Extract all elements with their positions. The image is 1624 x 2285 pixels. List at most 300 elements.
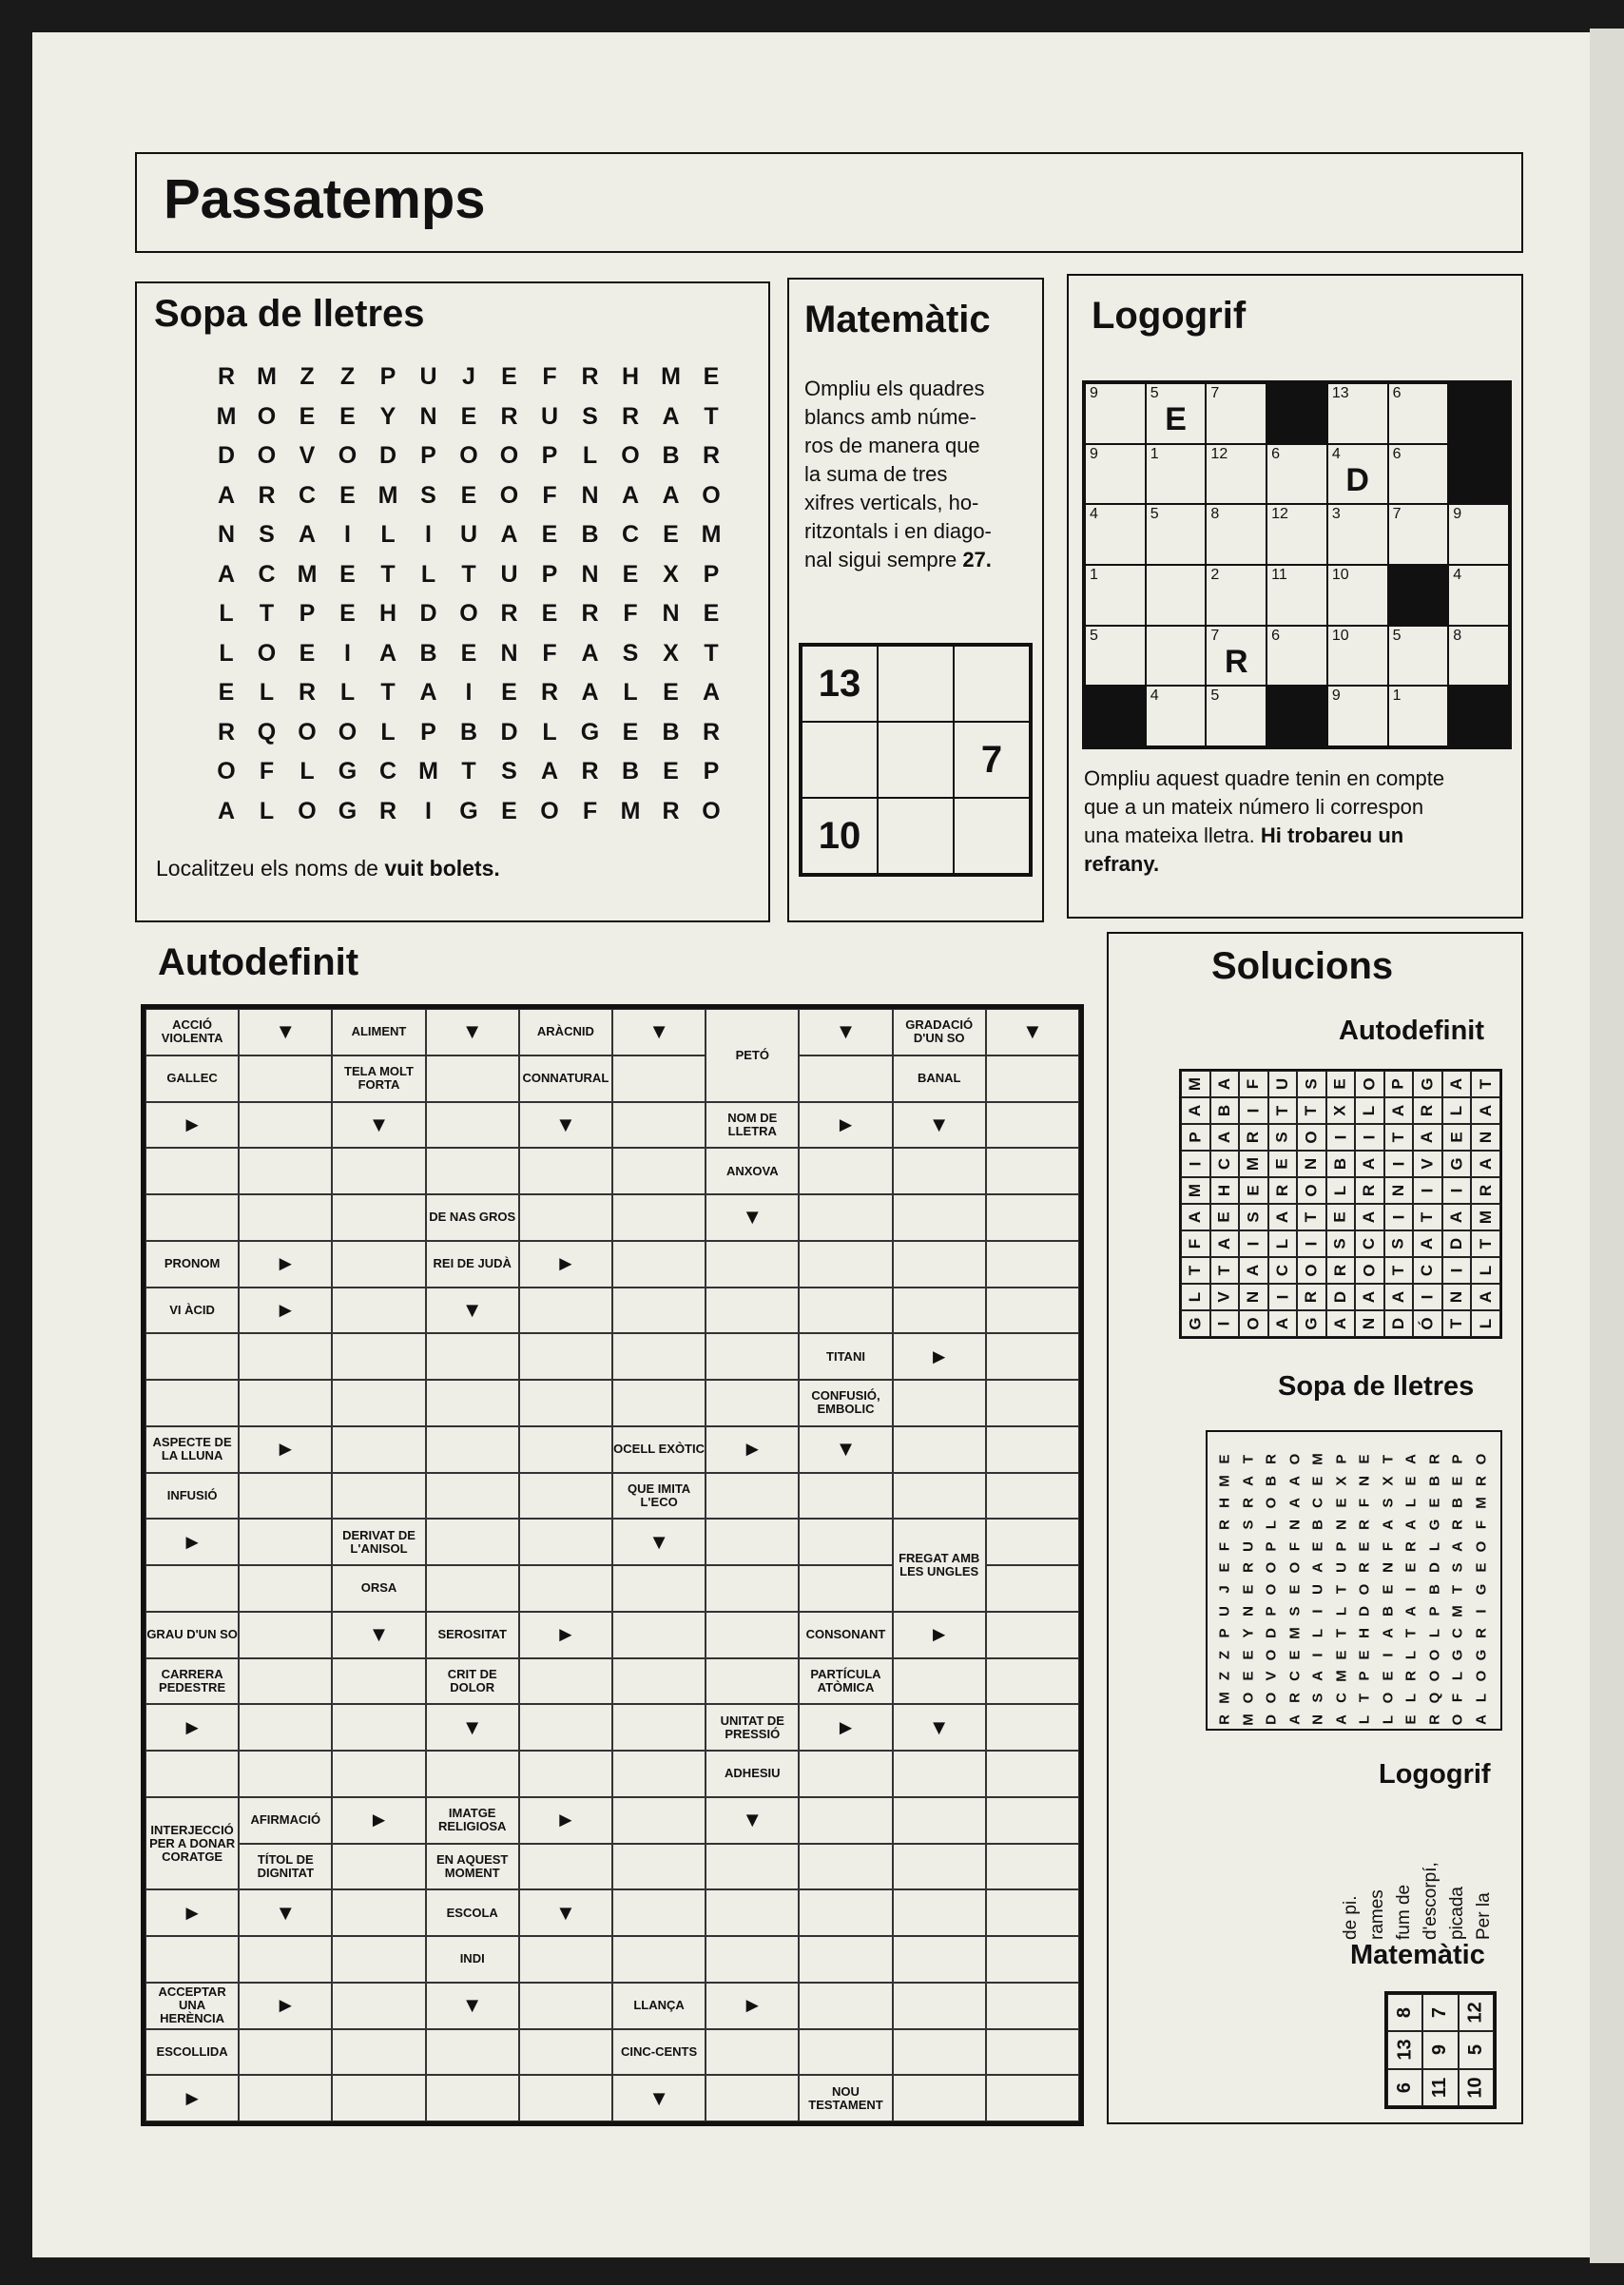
autodefinit-answer-cell[interactable] — [239, 2075, 332, 2121]
solution-sopa-letter: E — [1356, 1541, 1373, 1552]
solution-sopa-letter: A — [1402, 1454, 1420, 1465]
autodefinit-answer-cell[interactable] — [986, 1380, 1079, 1426]
word-search-letter: M — [377, 481, 398, 509]
solution-matematic-value: 6 — [1394, 2082, 1416, 2093]
autodefinit-clue: TELA MOLT FORTA — [332, 1055, 425, 1102]
solucions-title: Solucions — [1211, 945, 1394, 987]
solution-autodefinit-letter: O — [1302, 1264, 1321, 1277]
autodefinit-answer-cell[interactable] — [706, 1844, 799, 1890]
autodefinit-answer-cell[interactable] — [145, 1148, 239, 1194]
logogrif-cell[interactable] — [1266, 626, 1327, 687]
autodefinit-answer-cell[interactable] — [426, 1102, 519, 1149]
autodefinit-answer-cell[interactable] — [986, 1102, 1079, 1149]
solution-autodefinit-letter: O — [1302, 1184, 1321, 1197]
autodefinit-answer-cell[interactable] — [519, 1844, 612, 1890]
autodefinit-answer-cell[interactable] — [612, 1936, 706, 1983]
autodefinit-answer-cell[interactable] — [239, 1473, 332, 1520]
arrow-down-icon — [332, 1612, 425, 1658]
word-search-letter: A — [419, 679, 437, 706]
logogrif-cell[interactable] — [1085, 504, 1146, 565]
autodefinit-answer-cell[interactable] — [799, 1241, 892, 1288]
autodefinit-answer-cell[interactable] — [519, 1658, 612, 1705]
autodefinit-answer-cell[interactable] — [612, 1797, 706, 1844]
autodefinit-answer-cell[interactable] — [612, 1148, 706, 1194]
autodefinit-answer-cell[interactable] — [612, 1333, 706, 1380]
autodefinit-answer-cell[interactable] — [145, 1751, 239, 1797]
word-search-letter: A — [378, 639, 397, 667]
logogrif-cell[interactable] — [1448, 565, 1509, 626]
autodefinit-answer-cell[interactable] — [519, 1148, 612, 1194]
autodefinit-answer-cell[interactable] — [519, 1983, 612, 2029]
autodefinit-answer-cell[interactable] — [612, 1102, 706, 1149]
logogrif-text-line: que a un mateix número li correspon — [1084, 795, 1424, 819]
autodefinit-answer-cell[interactable] — [426, 2029, 519, 2076]
autodefinit-answer-cell[interactable] — [519, 1333, 612, 1380]
solution-sopa-letter: R — [1356, 1519, 1373, 1530]
logogrif-cell[interactable] — [1146, 504, 1207, 565]
arrow-down-icon — [706, 1194, 799, 1241]
autodefinit-answer-cell[interactable] — [893, 1936, 986, 1983]
autodefinit-answer-cell[interactable] — [612, 1288, 706, 1334]
word-search-letter: F — [259, 758, 275, 784]
magic-square-cell[interactable] — [802, 722, 878, 798]
autodefinit-answer-cell[interactable] — [799, 1148, 892, 1194]
word-search-letter: S — [420, 481, 436, 509]
solution-autodefinit-letter: A — [1476, 1104, 1495, 1117]
logogrif-cell-number: 1 — [1090, 567, 1098, 583]
autodefinit-answer-cell[interactable] — [332, 1704, 425, 1751]
solution-sopa-letter: E — [1333, 1650, 1349, 1660]
autodefinit-answer-cell[interactable] — [706, 1565, 799, 1612]
autodefinit-answer-cell[interactable] — [799, 1844, 892, 1890]
logogrif-cell[interactable] — [1085, 444, 1146, 505]
arrow-right-glyph: ► — [555, 1622, 576, 1647]
autodefinit-answer-cell[interactable] — [332, 1241, 425, 1288]
autodefinit-answer-cell[interactable] — [799, 1983, 892, 2029]
autodefinit-answer-cell[interactable] — [612, 1241, 706, 1288]
autodefinit-answer-cell[interactable] — [893, 1148, 986, 1194]
autodefinit-answer-cell[interactable] — [332, 1194, 425, 1241]
logogrif-cell[interactable] — [1266, 504, 1327, 565]
solution-autodefinit-letter: O — [1302, 1131, 1321, 1144]
logogrif-cell[interactable] — [1327, 383, 1388, 444]
autodefinit-answer-cell[interactable] — [986, 1936, 1079, 1983]
autodefinit-answer-cell[interactable] — [519, 2029, 612, 2076]
autodefinit-answer-cell[interactable] — [986, 1055, 1079, 1102]
autodefinit-answer-cell[interactable] — [239, 1333, 332, 1380]
autodefinit-answer-cell[interactable] — [799, 1055, 892, 1102]
logogrif-cell-number: 5 — [1210, 687, 1220, 705]
autodefinit-answer-cell[interactable] — [332, 2029, 425, 2076]
logogrif-cell-number: 6 — [1392, 385, 1402, 401]
logogrif-cell[interactable] — [1388, 504, 1449, 565]
logogrif-cell[interactable] — [1206, 565, 1266, 626]
autodefinit-answer-cell[interactable] — [893, 1241, 986, 1288]
logogrif-cell[interactable] — [1146, 383, 1207, 444]
word-search-letter: F — [542, 363, 557, 390]
word-search-letter: R — [298, 679, 317, 706]
logogrif-cell[interactable] — [1206, 504, 1266, 565]
logogrif-cell[interactable] — [1448, 626, 1509, 687]
arrow-down-glyph: ▼ — [368, 1112, 390, 1136]
autodefinit-clue: GALLEC — [145, 1055, 239, 1102]
word-search-letter: M — [297, 560, 318, 588]
autodefinit-answer-cell[interactable] — [986, 1426, 1079, 1473]
solution-autodefinit-cell — [1181, 1284, 1210, 1310]
autodefinit-answer-cell[interactable] — [986, 1889, 1079, 1936]
autodefinit-answer-cell[interactable] — [332, 1983, 425, 2029]
autodefinit-answer-cell[interactable] — [986, 1983, 1079, 2029]
solution-autodefinit-cell — [1442, 1097, 1472, 1124]
autodefinit-answer-cell[interactable] — [706, 1333, 799, 1380]
logogrif-cell-number: 8 — [1210, 506, 1220, 523]
word-search-letter: A — [217, 560, 236, 588]
autodefinit-answer-cell[interactable] — [893, 1288, 986, 1334]
solution-autodefinit-letter: I — [1360, 1134, 1379, 1140]
solution-autodefinit-cell — [1384, 1310, 1414, 1337]
logogrif-cell[interactable] — [1085, 383, 1146, 444]
word-search-letter: J — [462, 363, 475, 390]
autodefinit-answer-cell[interactable] — [799, 1751, 892, 1797]
autodefinit-answer-cell[interactable] — [239, 1194, 332, 1241]
autodefinit-answer-cell[interactable] — [239, 1936, 332, 1983]
logogrif-cell[interactable] — [1388, 383, 1449, 444]
solution-matematic-value: 13 — [1394, 2039, 1416, 2062]
autodefinit-answer-cell[interactable] — [332, 1889, 425, 1936]
autodefinit-answer-cell[interactable] — [519, 1288, 612, 1334]
sol-logogrif-line: de pi. — [1341, 1895, 1361, 1940]
autodefinit-answer-cell[interactable] — [519, 1194, 612, 1241]
arrow-down-glyph: ▼ — [742, 1205, 764, 1230]
autodefinit-answer-cell[interactable] — [426, 2075, 519, 2121]
autodefinit-answer-cell[interactable] — [612, 1380, 706, 1426]
word-search-letter: Q — [257, 718, 277, 746]
arrow-down-glyph: ▼ — [928, 1112, 950, 1136]
autodefinit-answer-cell[interactable] — [893, 1844, 986, 1890]
autodefinit-answer-cell[interactable] — [986, 1704, 1079, 1751]
autodefinit-answer-cell[interactable] — [706, 2029, 799, 2076]
logogrif-cell[interactable] — [1266, 444, 1327, 505]
autodefinit-answer-cell[interactable] — [706, 2075, 799, 2121]
solution-autodefinit-letter: I — [1244, 1241, 1263, 1247]
logogrif-cell[interactable] — [1448, 504, 1509, 565]
autodefinit-answer-cell[interactable] — [426, 1473, 519, 1520]
autodefinit-answer-cell[interactable] — [239, 1751, 332, 1797]
autodefinit-answer-cell[interactable] — [332, 1148, 425, 1194]
word-search-letter: C — [621, 521, 640, 548]
autodefinit-answer-cell[interactable] — [893, 1797, 986, 1844]
autodefinit-answer-cell[interactable] — [426, 1148, 519, 1194]
logogrif-cell-number: 13 — [1331, 385, 1349, 401]
word-search-letter: I — [425, 521, 432, 548]
autodefinit-answer-cell[interactable] — [612, 1565, 706, 1612]
autodefinit-answer-cell[interactable] — [426, 1751, 519, 1797]
word-search-letter: A — [217, 481, 236, 509]
word-search-letter: A — [702, 679, 721, 706]
autodefinit-answer-cell[interactable] — [986, 1148, 1079, 1194]
solution-sopa-letter: Y — [1240, 1628, 1256, 1638]
logogrif-cell-number: 9 — [1331, 687, 1341, 705]
autodefinit-answer-cell[interactable] — [332, 1473, 425, 1520]
autodefinit-answer-cell[interactable] — [426, 1380, 519, 1426]
autodefinit-answer-cell[interactable] — [239, 1565, 332, 1612]
autodefinit-answer-cell[interactable] — [519, 1380, 612, 1426]
autodefinit-answer-cell[interactable] — [426, 1565, 519, 1612]
word-search-letter: U — [540, 402, 559, 430]
solution-autodefinit-letter: A — [1476, 1290, 1495, 1304]
word-search-row — [207, 719, 730, 759]
logogrif-cell[interactable] — [1206, 444, 1266, 505]
autodefinit-answer-cell[interactable] — [332, 1426, 425, 1473]
autodefinit-answer-cell[interactable] — [519, 1473, 612, 1520]
solution-sopa-letter: T — [1240, 1455, 1256, 1464]
autodefinit-answer-cell[interactable] — [239, 1055, 332, 1102]
solution-autodefinit-letter: A — [1447, 1077, 1466, 1091]
autodefinit-answer-cell[interactable] — [332, 1936, 425, 1983]
autodefinit-answer-cell[interactable] — [612, 1844, 706, 1890]
solution-autodefinit-letter: H — [1214, 1184, 1233, 1197]
arrow-down-glyph: ▼ — [275, 1900, 297, 1925]
autodefinit-answer-cell[interactable] — [519, 2075, 612, 2121]
word-search-letter: O — [257, 402, 277, 430]
logogrif-cell[interactable] — [1388, 626, 1449, 687]
word-search-letter: R — [581, 758, 599, 784]
solution-sopa-letter: O — [1473, 1540, 1489, 1552]
autodefinit-answer-cell[interactable] — [332, 1380, 425, 1426]
solution-autodefinit-cell — [1471, 1257, 1500, 1284]
magic-square-cell[interactable] — [954, 798, 1030, 874]
sol-logogrif-line: fum de — [1394, 1884, 1414, 1940]
autodefinit-answer-cell[interactable] — [893, 1380, 986, 1426]
solution-sopa-letter: B — [1426, 1584, 1442, 1596]
logogrif-cell[interactable] — [1327, 626, 1388, 687]
autodefinit-answer-cell[interactable] — [893, 2075, 986, 2121]
autodefinit-answer-cell[interactable] — [332, 1333, 425, 1380]
arrow-right-glyph: ► — [182, 2085, 203, 2110]
autodefinit-answer-cell[interactable] — [612, 1704, 706, 1751]
solution-autodefinit-letter: D — [1330, 1290, 1349, 1304]
solution-autodefinit-letter: L — [1360, 1105, 1379, 1116]
autodefinit-answer-cell[interactable] — [799, 1936, 892, 1983]
autodefinit-answer-cell[interactable] — [893, 1889, 986, 1936]
solution-autodefinit-cell — [1210, 1151, 1240, 1177]
autodefinit-answer-cell[interactable] — [986, 1241, 1079, 1288]
magic-square-cell[interactable] — [954, 646, 1030, 722]
autodefinit-answer-cell[interactable] — [332, 1751, 425, 1797]
solution-sopa-letter: E — [1402, 1714, 1420, 1725]
autodefinit-answer-cell[interactable] — [986, 1473, 1079, 1520]
autodefinit-answer-cell[interactable] — [145, 1936, 239, 1983]
autodefinit-answer-cell[interactable] — [332, 2075, 425, 2121]
autodefinit-answer-cell[interactable] — [893, 1473, 986, 1520]
autodefinit-answer-cell[interactable] — [519, 1519, 612, 1565]
autodefinit-answer-cell[interactable] — [239, 1102, 332, 1149]
solution-sopa-letter: O — [1380, 1692, 1396, 1704]
autodefinit-answer-cell[interactable] — [893, 2029, 986, 2076]
solution-autodefinit-letter: S — [1302, 1078, 1321, 1090]
autodefinit-answer-cell[interactable] — [519, 1704, 612, 1751]
logogrif-cell[interactable] — [1388, 686, 1449, 746]
autodefinit-grid — [141, 1004, 1084, 2126]
logogrif-cell-letter: D — [1345, 461, 1369, 498]
word-search-letter: P — [541, 560, 558, 588]
logogrif-cell[interactable] — [1327, 444, 1388, 505]
solution-matematic-value: 7 — [1429, 2007, 1451, 2019]
autodefinit-answer-cell[interactable] — [239, 1704, 332, 1751]
logogrif-cell-number: 7 — [1210, 385, 1220, 401]
autodefinit-answer-cell[interactable] — [893, 1426, 986, 1473]
solution-sopa-letter: O — [1286, 1562, 1303, 1574]
solution-autodefinit-cell — [1181, 1177, 1210, 1204]
autodefinit-answer-cell[interactable] — [519, 1565, 612, 1612]
autodefinit-answer-cell[interactable] — [986, 1565, 1079, 1612]
autodefinit-answer-cell[interactable] — [893, 1983, 986, 2029]
logogrif-cell[interactable] — [1327, 504, 1388, 565]
solution-autodefinit-letter: N — [1389, 1184, 1408, 1197]
logogrif-cell[interactable] — [1085, 565, 1146, 626]
autodefinit-answer-cell[interactable] — [799, 1565, 892, 1612]
solution-autodefinit-cell — [1181, 1071, 1210, 1097]
solution-sopa-letter: R — [1240, 1562, 1256, 1574]
autodefinit-answer-cell[interactable] — [799, 1889, 892, 1936]
logogrif-cell[interactable] — [1146, 686, 1207, 746]
autodefinit-answer-cell[interactable] — [145, 1194, 239, 1241]
autodefinit-answer-cell[interactable] — [706, 1380, 799, 1426]
autodefinit-answer-cell[interactable] — [893, 1751, 986, 1797]
arrow-right-glyph: ► — [182, 1900, 203, 1925]
autodefinit-answer-cell[interactable] — [986, 1288, 1079, 1334]
autodefinit-answer-cell[interactable] — [706, 1658, 799, 1705]
autodefinit-answer-cell[interactable] — [239, 1612, 332, 1658]
autodefinit-answer-cell[interactable] — [706, 1889, 799, 1936]
autodefinit-answer-cell[interactable] — [612, 1194, 706, 1241]
solution-sopa-letter: D — [1263, 1627, 1280, 1638]
autodefinit-answer-cell[interactable] — [239, 1658, 332, 1705]
autodefinit-answer-cell[interactable] — [239, 1148, 332, 1194]
arrow-right-icon — [145, 2075, 239, 2121]
word-search-letter: L — [259, 679, 275, 706]
magic-square-cell[interactable] — [878, 798, 954, 874]
logogrif-cell[interactable] — [1206, 383, 1266, 444]
autodefinit-answer-cell[interactable] — [519, 1936, 612, 1983]
autodefinit-answer-cell[interactable] — [612, 1658, 706, 1705]
solution-autodefinit-letter: V — [1214, 1291, 1233, 1303]
solution-sopa-letter: C — [1449, 1627, 1466, 1638]
autodefinit-answer-cell[interactable] — [706, 1288, 799, 1334]
autodefinit-answer-cell[interactable] — [426, 1055, 519, 1102]
logogrif-cell[interactable] — [1206, 626, 1266, 687]
autodefinit-answer-cell[interactable] — [986, 1844, 1079, 1890]
logogrif-cell[interactable] — [1085, 626, 1146, 687]
autodefinit-answer-cell[interactable] — [799, 1194, 892, 1241]
autodefinit-answer-cell[interactable] — [799, 1288, 892, 1334]
logogrif-cell[interactable] — [1327, 686, 1388, 746]
solution-autodefinit-letter: O — [1360, 1264, 1379, 1277]
magic-square-cell[interactable] — [878, 646, 954, 722]
autodefinit-title: Autodefinit — [158, 941, 359, 983]
autodefinit-answer-cell[interactable] — [986, 1751, 1079, 1797]
arrow-right-icon — [145, 1889, 239, 1936]
autodefinit-answer-cell[interactable] — [986, 2075, 1079, 2121]
autodefinit-answer-cell[interactable] — [612, 1055, 706, 1102]
autodefinit-answer-cell[interactable] — [706, 1519, 799, 1565]
autodefinit-answer-cell[interactable] — [986, 1612, 1079, 1658]
logogrif-cell[interactable] — [1206, 686, 1266, 746]
autodefinit-answer-cell[interactable] — [426, 1333, 519, 1380]
autodefinit-answer-cell[interactable] — [145, 1380, 239, 1426]
autodefinit-answer-cell[interactable] — [332, 1288, 425, 1334]
autodefinit-answer-cell[interactable] — [426, 1519, 519, 1565]
autodefinit-answer-cell[interactable] — [986, 1519, 1079, 1565]
autodefinit-answer-cell[interactable] — [239, 1380, 332, 1426]
logogrif-cell[interactable] — [1327, 565, 1388, 626]
solution-sopa-letter: L — [1309, 1628, 1326, 1637]
solution-sopa-letter: R — [1356, 1562, 1373, 1574]
autodefinit-answer-cell[interactable] — [799, 2029, 892, 2076]
autodefinit-answer-cell[interactable] — [145, 1565, 239, 1612]
autodefinit-answer-cell[interactable] — [986, 1333, 1079, 1380]
autodefinit-answer-cell[interactable] — [893, 1194, 986, 1241]
autodefinit-answer-cell[interactable] — [706, 1473, 799, 1520]
autodefinit-answer-cell[interactable] — [519, 1426, 612, 1473]
autodefinit-answer-cell[interactable] — [332, 1844, 425, 1890]
autodefinit-answer-cell[interactable] — [332, 1658, 425, 1705]
solution-autodefinit-letter: B — [1214, 1104, 1233, 1117]
solution-autodefinit-letter: I — [1302, 1241, 1321, 1247]
word-search-letter: T — [259, 600, 275, 627]
logogrif-cell[interactable] — [1146, 626, 1207, 687]
autodefinit-answer-cell[interactable] — [519, 1751, 612, 1797]
solution-autodefinit-letter: I — [1244, 1108, 1263, 1113]
solution-autodefinit-cell — [1384, 1071, 1414, 1097]
autodefinit-answer-cell[interactable] — [799, 1473, 892, 1520]
autodefinit-answer-cell[interactable] — [986, 1658, 1079, 1705]
logogrif-cell[interactable] — [1146, 565, 1207, 626]
autodefinit-answer-cell[interactable] — [706, 1612, 799, 1658]
autodefinit-answer-cell[interactable] — [612, 1889, 706, 1936]
logogrif-cell[interactable] — [1388, 444, 1449, 505]
autodefinit-answer-cell[interactable] — [986, 2029, 1079, 2076]
autodefinit-answer-cell[interactable] — [239, 2029, 332, 2076]
logogrif-cell[interactable] — [1146, 444, 1207, 505]
autodefinit-answer-cell[interactable] — [986, 1194, 1079, 1241]
logogrif-black-cell — [1448, 383, 1509, 444]
autodefinit-answer-cell[interactable] — [239, 1519, 332, 1565]
autodefinit-answer-cell[interactable] — [612, 1751, 706, 1797]
autodefinit-answer-cell[interactable] — [145, 1333, 239, 1380]
autodefinit-answer-cell[interactable] — [706, 1241, 799, 1288]
autodefinit-answer-cell[interactable] — [799, 1797, 892, 1844]
arrow-right-icon — [706, 1426, 799, 1473]
solution-sopa-letter: V — [1263, 1671, 1280, 1681]
solution-sopa-letter: A — [1380, 1519, 1396, 1530]
word-search-letter: E — [299, 402, 316, 430]
word-search-row — [207, 758, 730, 798]
autodefinit-answer-cell[interactable] — [893, 1658, 986, 1705]
word-search-letter: L — [339, 679, 356, 706]
autodefinit-answer-cell[interactable] — [426, 1426, 519, 1473]
solution-matematic-cell — [1422, 2031, 1458, 2068]
word-search-letter: O — [257, 442, 277, 469]
autodefinit-answer-cell[interactable] — [986, 1797, 1079, 1844]
logogrif-cell[interactable] — [1266, 565, 1327, 626]
autodefinit-answer-cell[interactable] — [706, 1936, 799, 1983]
solution-sopa-letter: O — [1449, 1714, 1466, 1726]
autodefinit-answer-cell[interactable] — [799, 1519, 892, 1565]
magic-square-cell[interactable] — [878, 722, 954, 798]
autodefinit-answer-cell[interactable] — [612, 1612, 706, 1658]
solution-autodefinit-cell — [1239, 1151, 1268, 1177]
